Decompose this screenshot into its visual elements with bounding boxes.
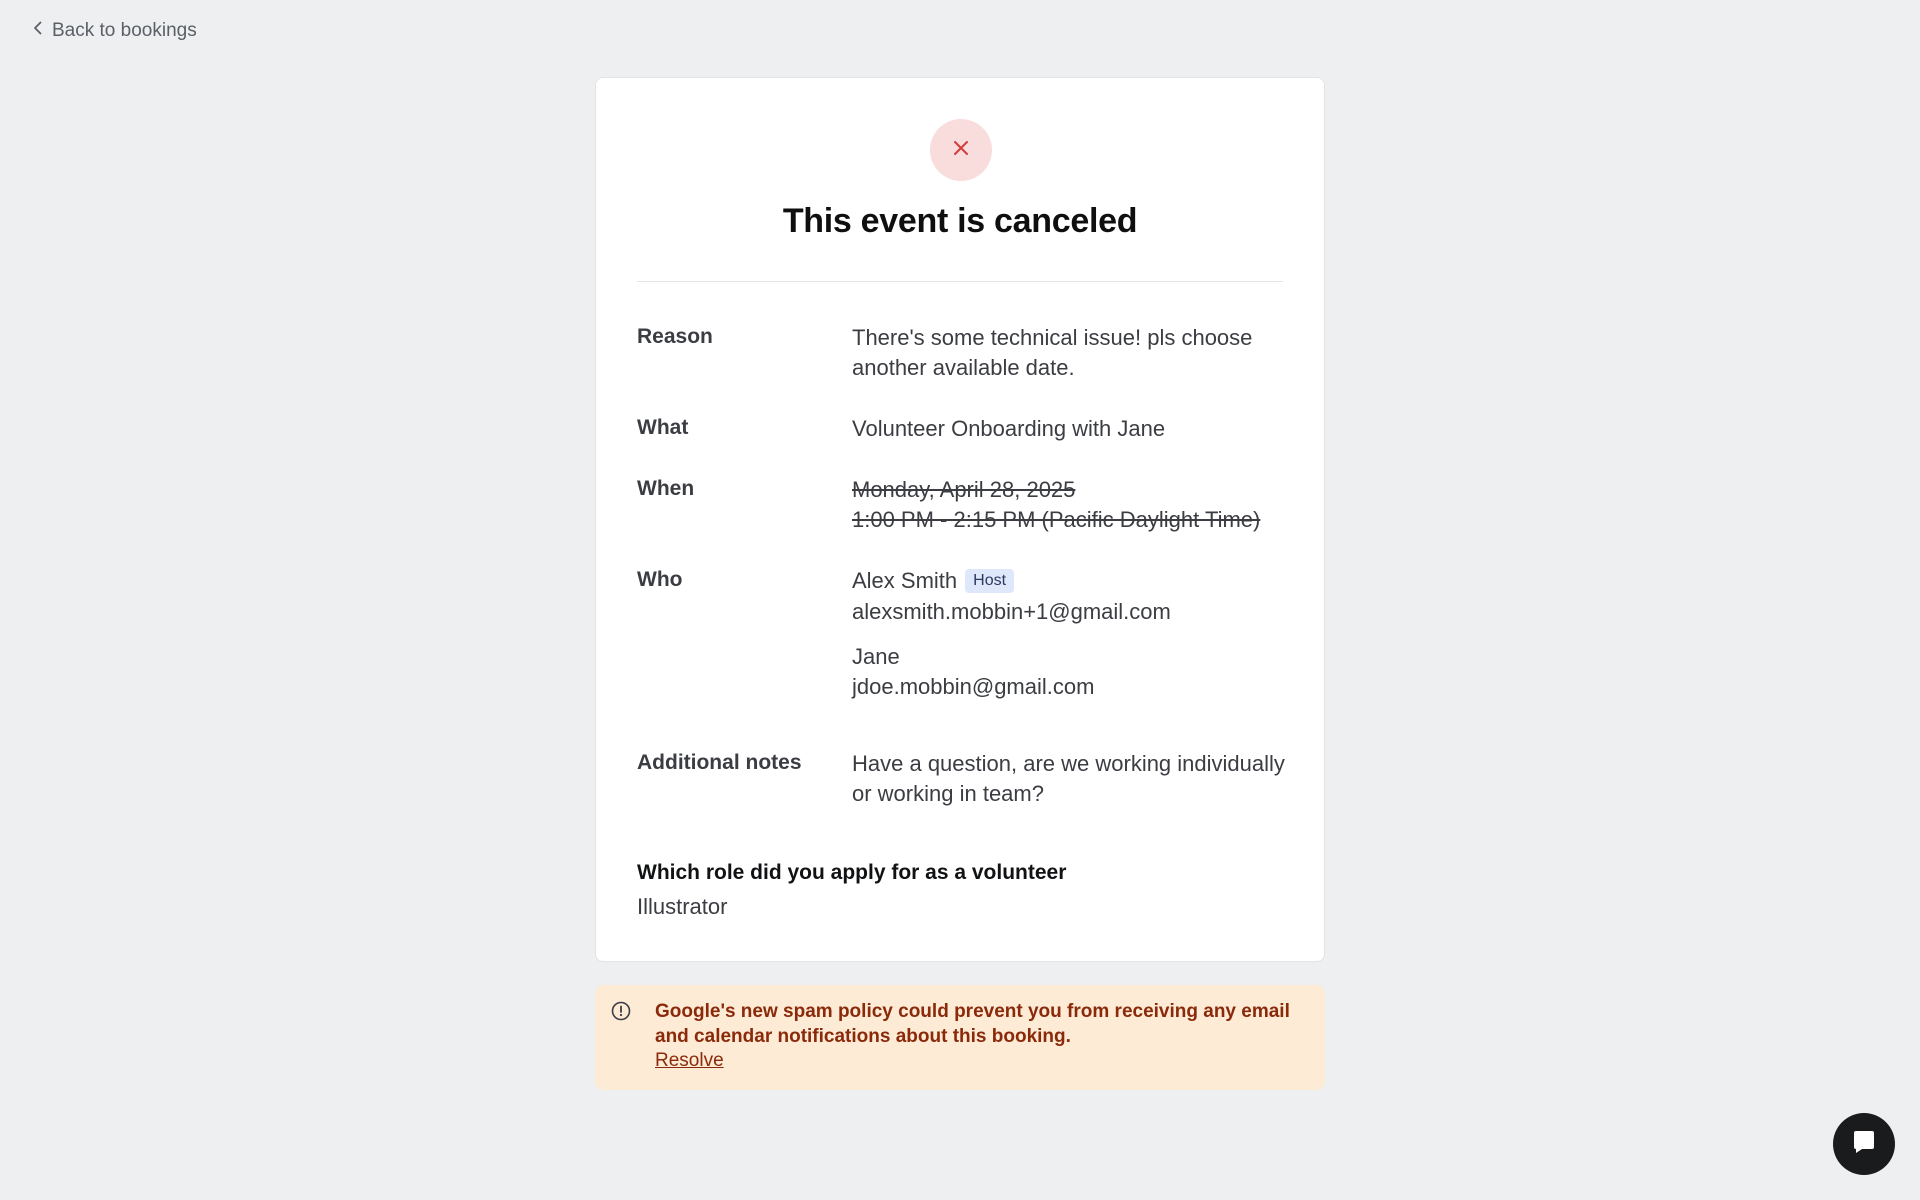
spam-policy-alert bbox=[595, 985, 1325, 1090]
reason-value: There's some technical issue! pls choose another available date. bbox=[852, 325, 1253, 380]
when-label: When bbox=[637, 477, 695, 500]
back-link-label: Back to bookings bbox=[52, 20, 197, 41]
booking-card bbox=[595, 77, 1325, 962]
page-title: This event is canceled bbox=[782, 202, 1138, 240]
host-badge: Host bbox=[965, 569, 1014, 593]
when-time: 1:00 PM - 2:15 PM (Pacific Daylight Time) bbox=[852, 507, 1261, 532]
what-value: Volunteer Onboarding with Jane bbox=[852, 416, 1166, 441]
notes-value: Have a question, are we working individually or working in team? bbox=[852, 751, 1285, 806]
chat-bubble-icon bbox=[1850, 1128, 1878, 1161]
custom-question-answer: Illustrator bbox=[637, 894, 728, 919]
when-date: Monday, April 28, 2025 bbox=[852, 477, 1076, 502]
notes-label: Additional notes bbox=[637, 751, 802, 774]
divider bbox=[637, 281, 1283, 282]
resolve-link[interactable]: Resolve bbox=[655, 1050, 724, 1071]
who-label: Who bbox=[637, 568, 683, 591]
back-to-bookings-link[interactable] bbox=[30, 20, 197, 42]
cancel-status-badge bbox=[930, 119, 992, 181]
chat-button[interactable] bbox=[1833, 1113, 1895, 1175]
attendee-name-text: Alex Smith bbox=[852, 568, 958, 593]
attendee-name: Jane bbox=[852, 644, 900, 669]
attendee-email: jdoe.mobbin@gmail.com bbox=[852, 674, 1095, 699]
close-icon bbox=[950, 137, 972, 164]
attendee-email: alexsmith.mobbin+1@gmail.com bbox=[852, 599, 1171, 624]
info-circle-icon bbox=[610, 1000, 632, 1022]
chevron-left-icon bbox=[30, 20, 46, 42]
custom-question-label: Which role did you apply for as a volunteer bbox=[637, 861, 1067, 884]
reason-label: Reason bbox=[637, 325, 713, 348]
what-label: What bbox=[637, 416, 689, 439]
attendee-name bbox=[852, 566, 1292, 596]
alert-message: Google's new spam policy could prevent you from receiving any email and calendar notifications about this booking. bbox=[655, 1001, 1290, 1047]
